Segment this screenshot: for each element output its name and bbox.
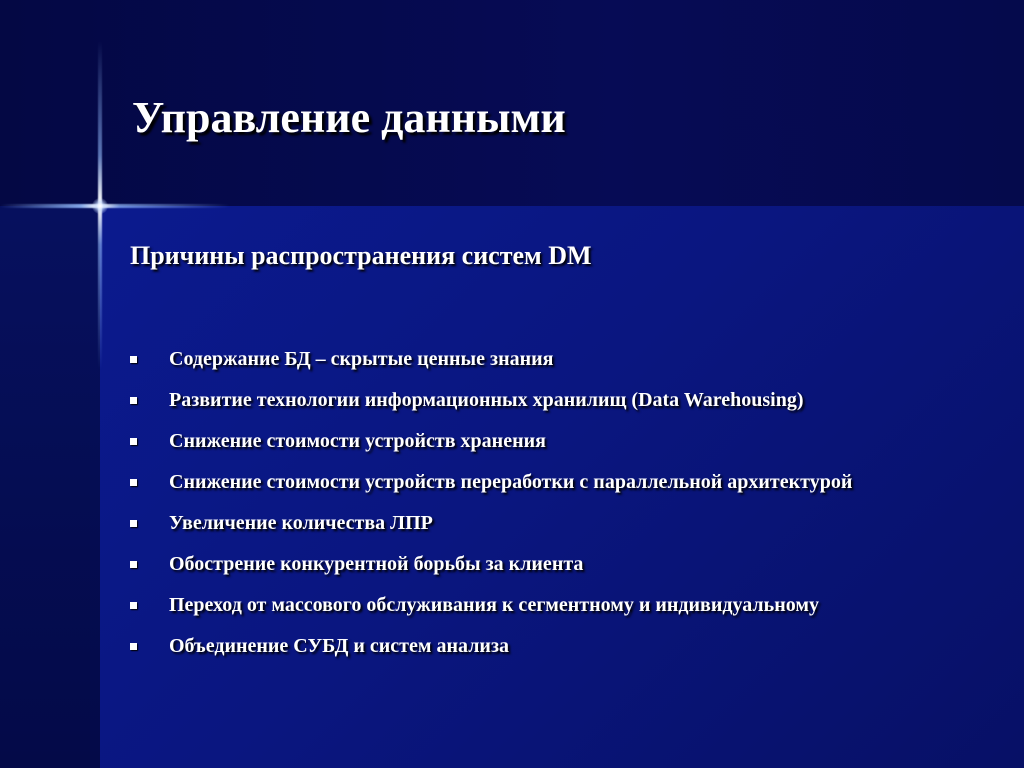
bullet-list: [130, 339, 852, 667]
list-item: [130, 380, 852, 421]
list-item: [130, 339, 852, 380]
bullet-text: Содержание БД – скрытые ценные знания: [169, 348, 554, 370]
bullet-text: Переход от массового обслуживания к сегментному и индивидуальному: [169, 594, 819, 616]
sparkle-star-icon: [92, 198, 108, 214]
list-item: [130, 585, 852, 626]
bullet-text: Снижение стоимости устройств хранения: [169, 430, 546, 452]
bullet-text: Увеличение количества ЛПР: [169, 512, 433, 534]
bullet-text: Развитие технологии информационных хранилищ (Data Warehousing): [169, 389, 804, 411]
list-item: [130, 626, 852, 667]
square-bullet-icon: [130, 479, 137, 486]
list-item: [130, 503, 852, 544]
square-bullet-icon: [130, 561, 137, 568]
left-strip: [0, 206, 100, 768]
square-bullet-icon: [130, 356, 137, 363]
list-item: [130, 421, 852, 462]
bullet-text: Снижение стоимости устройств переработки с параллельной архитектурой: [169, 471, 853, 493]
bullet-text: Объединение СУБД и систем анализа: [169, 635, 509, 657]
square-bullet-icon: [130, 397, 137, 404]
list-item: [130, 544, 852, 585]
slide-subtitle: Причины распространения систем DM: [130, 241, 592, 270]
square-bullet-icon: [130, 643, 137, 650]
square-bullet-icon: [130, 520, 137, 527]
list-item: [130, 462, 852, 503]
square-bullet-icon: [130, 602, 137, 609]
square-bullet-icon: [130, 438, 137, 445]
slide-title: Управление данными: [132, 93, 566, 142]
bullet-text: Обострение конкурентной борьбы за клиента: [169, 553, 584, 575]
sparkle-horizontal-line: [0, 204, 230, 208]
